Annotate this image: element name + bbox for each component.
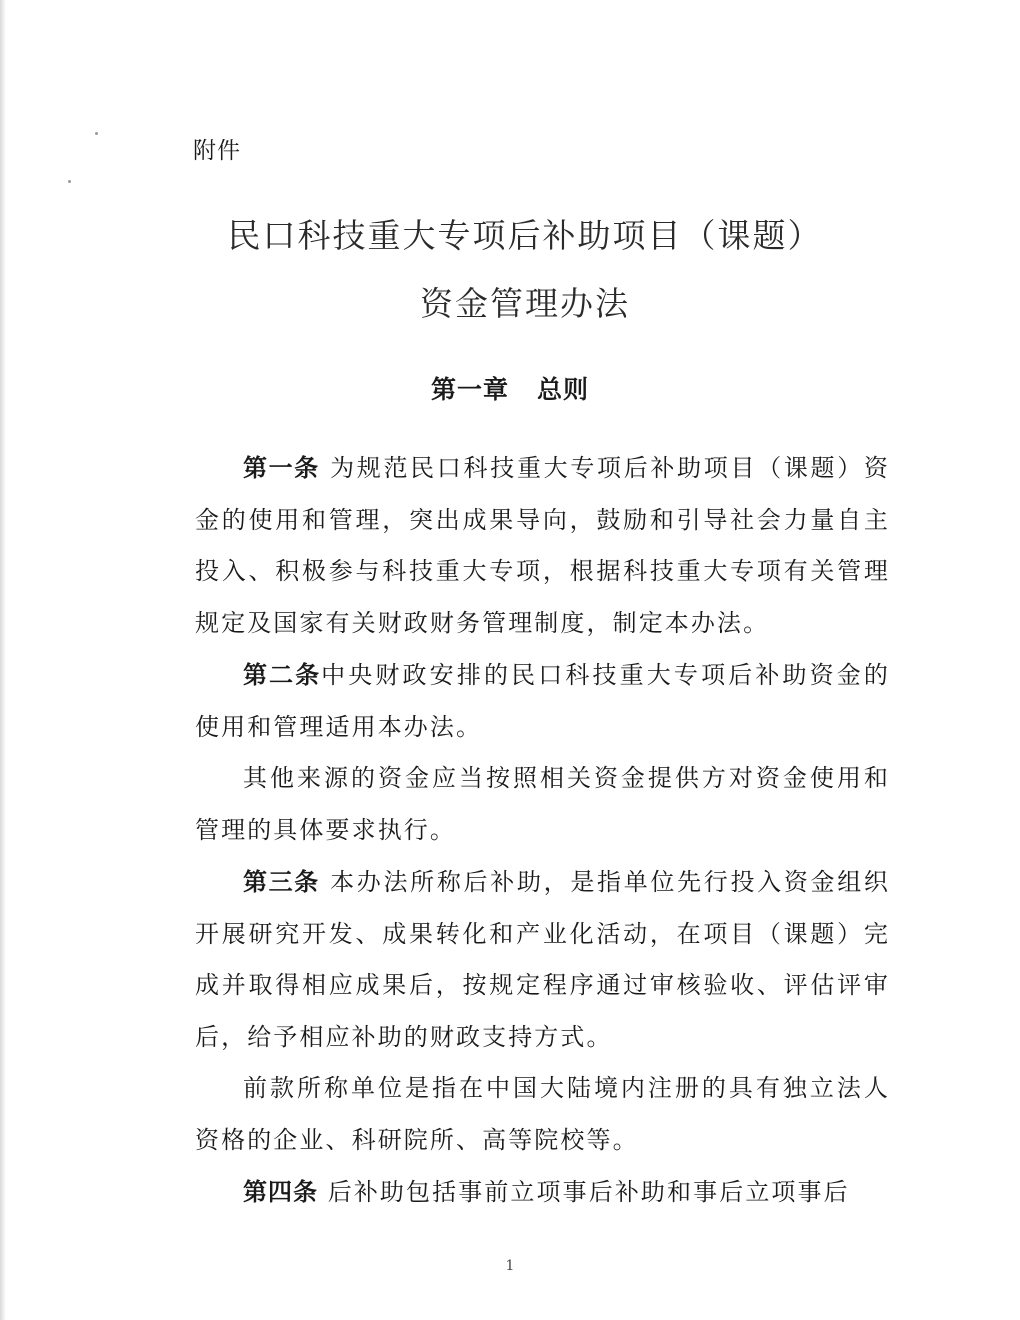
scan-speck bbox=[68, 180, 71, 183]
article-number: 第四条 bbox=[243, 1177, 318, 1206]
scan-speck bbox=[95, 132, 98, 135]
paragraph bbox=[195, 753, 890, 856]
paragraph bbox=[195, 649, 890, 753]
article-number: 第二条 bbox=[243, 660, 322, 689]
document-title-line-2: 资金管理办法 bbox=[420, 284, 630, 323]
paragraph bbox=[195, 442, 890, 649]
chapter-heading bbox=[0, 370, 1020, 406]
paragraph bbox=[195, 1063, 890, 1166]
page-number: 1 bbox=[505, 1258, 515, 1274]
paragraph bbox=[195, 1166, 890, 1219]
paragraph bbox=[195, 856, 890, 1063]
chapter-number: 第一章 bbox=[430, 375, 509, 404]
scan-edge-shadow bbox=[0, 0, 6, 1320]
article-number: 第三条 bbox=[243, 867, 320, 896]
paragraph-text: 为规范民口科技重大专项后补助项目（课题）资金的使用和管理，突出成果导向，鼓励和引导社会力量自主投入、积极参与科技重大专项，根据科技重大专项有关管理规定及国家有关财政财务管理制度，制定本办法。 bbox=[195, 454, 891, 637]
paragraph-text: 其他来源的资金应当按照相关资金提供方对资金使用和管理的具体要求执行。 bbox=[195, 764, 890, 844]
document-title-line-1: 民口科技重大专项后补助项目（课题） bbox=[227, 216, 823, 255]
document-body bbox=[195, 442, 890, 1219]
chapter-title: 总则 bbox=[537, 375, 590, 404]
paragraph-text: 前款所称单位是指在中国大陆境内注册的具有独立法人资格的企业、科研院所、高等院校等。 bbox=[195, 1074, 890, 1154]
paragraph-text: 中央财政安排的民口科技重大专项后补助资金的使用和管理适用本办法。 bbox=[195, 661, 890, 741]
article-number: 第一条 bbox=[243, 453, 320, 482]
paragraph-text: 本办法所称后补助，是指单位先行投入资金组织开展研究开发、成果转化和产业化活动，在项目（课题）完成并取得相应成果后，按规定程序通过审核验收、评估评审后，给予相应补助的财政支持方式。 bbox=[195, 868, 891, 1051]
attachment-label: 附件 bbox=[193, 138, 241, 164]
paragraph-text: 后补助包括事前立项事后补助和事后立项事后 bbox=[327, 1178, 850, 1206]
